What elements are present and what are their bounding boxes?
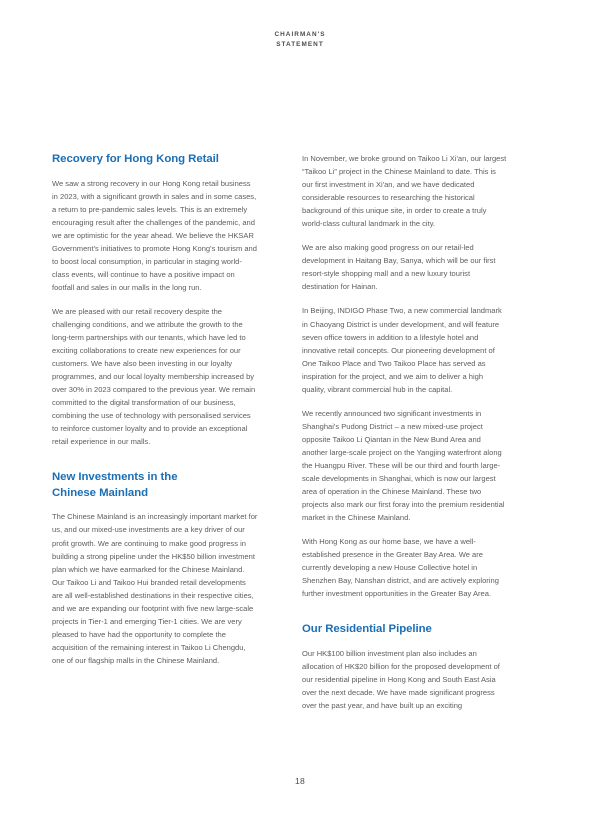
heading-recovery-for-hong-kong-retail: Recovery for Hong Kong Retail	[52, 153, 219, 165]
running-header-line-1: CHAIRMAN'S	[274, 31, 326, 38]
paragraph: We are also making good progress on our retail-led development in Haitang Bay, Sanya, which will be our first resort-style shopping mall and a new luxury tourist destination for Hainan.	[302, 243, 496, 292]
left-column	[52, 152, 258, 712]
running-header	[0, 30, 600, 50]
heading-new-investments-in-the-chinese-mainland	[52, 470, 258, 501]
paragraph: The Chinese Mainland is an increasingly important market for us, and our mixed-use investments are a key driver of our profit growth. We are continuing to make good progress in building a strong pipeline under the HK$50 billion investment plan which we have earmarked for the Chinese Mainland. Our Taikoo Li and Taikoo Hui branded retail developments are all well-established destinations in their respective cities, and we are expanding our footprint with five new large-scale projects in Tier-1 and emerging Tier-1 cities. We are very pleased to have had the opportunity to complete the acquisition of the remaining interest in Taikoo Li Chengdu, one of our flagship malls in the Chinese Mainland.	[52, 512, 258, 665]
heading-line-1: New Investments in the	[52, 471, 178, 484]
paragraph: We saw a strong recovery in our Hong Kong retail business in 2023, with a significant growth in sales and in some cases, a return to pre-pandemic sales levels. This is an extremely encouraging result after the challenges of the pandemic, and we are optimistic for the year ahead. We believe the HKSAR Government's initiatives to promote Hong Kong's tourism and to boost local consumption, in particular in staging world-class events, will continue to have a positive impact on footfall and sales in our malls in the long run.	[52, 178, 257, 292]
page-number: 18	[295, 776, 305, 786]
two-column-body	[52, 152, 548, 712]
paragraph: We are pleased with our retail recovery despite the challenging conditions, and we attribute the growth to the long-term partnerships with our tenants, which have led to exciting collaborations to create new experiences for our customers. We have also been investing in our loyalty programmes, and our local loyalty membership increased by over 30% in 2023 compared to the previous year. We remain committed to the digital transformation of our business, combining the use of technology with personalised services to reinforce customer loyalty and to provide an exceptional retail experience in our malls.	[52, 306, 256, 447]
heading-our-residential-pipeline: Our Residential Pipeline	[302, 623, 432, 636]
paragraph: In November, we broke ground on Taikoo Li Xi'an, our largest “Taikoo Li” project in the Chinese Mainland to date. This is our first investment in Xi'an, and we have dedicated considerable resources to researching the historical background of this unique site, in order to create a truly world-class cultural landmark in the city.	[302, 154, 507, 229]
paragraph: With Hong Kong as our home base, we have a well-established presence in the Greater Bay Area. We are currently developing a new House Collective hotel in Shenzhen Bay, Nanshan district, and are actively exploring further investment opportunities in the Greater Bay Area.	[302, 537, 499, 599]
paragraph: Our HK$100 billion investment plan also includes an allocation of HK$20 billion for the proposed development of our residential pipeline in Hong Kong and South East Asia over the next decade. We have made significant progress over the past year, and have built up an exciting	[302, 648, 500, 711]
heading-line-2: Chinese Mainland	[52, 486, 149, 499]
paragraph: We recently announced two significant investments in Shanghai's Pudong District – a new mixed-use project opposite Taikoo Li Qiantan in the New Bund Area and another large-scale project on the Yangjing waterfront along the Huangpu River. These will be our third and fourth large-scale developments in Shanghai, which is now our largest area of operation in the Chinese Mainland. These two projects also mark our first foray into the premium residential market in the Chinese Mainland.	[302, 408, 505, 523]
right-column	[302, 152, 508, 712]
running-header-line-2: STATEMENT	[276, 41, 324, 48]
paragraph: In Beijing, INDIGO Phase Two, a new commercial landmark in Chaoyang District is under development, and will feature seven office towers in addition to a lifestyle hotel and innovative retail concepts. Our pioneering development of One Taikoo Place and Two Taikoo Place has served as inspiration for the project, and we aim to deliver a high quality, vibrant commercial hub in the capital.	[302, 306, 502, 394]
